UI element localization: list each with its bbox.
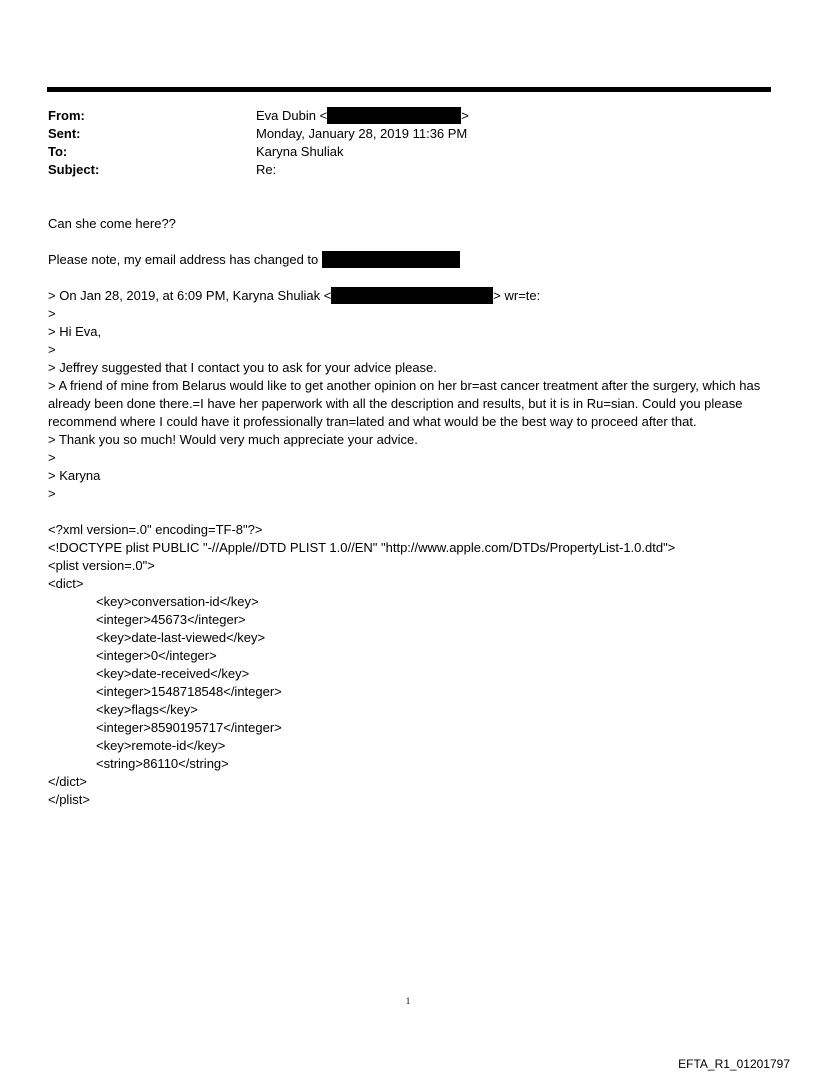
plist-entry: <key>remote-id</key> [96,738,226,753]
plist-entry: <key>date-last-viewed</key> [96,630,266,645]
email-header [48,107,469,179]
body-line: Can she come here?? [48,216,176,231]
quote-line: > [48,486,56,501]
plist-entry: <key>date-received</key> [96,666,250,681]
bates-number: EFTA_R1_01201797 [678,1057,790,1071]
doctype-line: <!DOCTYPE plist PUBLIC "-//Apple//DTD PLIST 1.0//EN" "http://www.apple.com/DTDs/PropertyList-1.0.dtd"> [48,540,676,555]
page-number: 1 [405,996,411,1006]
plist-open: <plist version=.0"> [48,558,155,573]
from-label: From: [48,108,85,123]
from-row [48,107,469,125]
quote-line: > Karyna [48,468,101,483]
from-name: Eva Dubin < [256,108,328,123]
to-value: Karyna Shuliak [256,144,344,159]
redaction-box [331,287,493,304]
quote-line: > Jeffrey suggested that I contact you to ask for your advice please. [48,360,437,375]
subject-label: Subject: [48,162,100,177]
quote-intro [48,287,772,305]
plist-entry: <integer>8590195717</integer> [96,720,282,735]
email-change-line [48,251,772,269]
from-value [256,107,469,125]
plist-entry: <key>conversation-id</key> [96,594,259,609]
email-body [48,215,772,809]
sent-label: Sent: [48,126,81,141]
quote-line: > [48,306,56,321]
plist-close: </plist> [48,792,90,807]
redaction-box [322,251,460,268]
quote-line: > Hi Eva, [48,324,102,339]
to-label: To: [48,144,68,159]
plist-entry: <integer>45673</integer> [96,612,246,627]
to-row [48,143,469,161]
dict-close: </dict> [48,774,88,789]
plist-entry: <string>86110</string> [96,756,229,771]
dict-open: <dict> [48,576,84,591]
quote-line: > [48,450,56,465]
quote-paragraph: > A friend of mine from Belarus would like to get another opinion on her br=ast cancer treatment after the surgery, which has already been done there.=I have her paperwork with all the description and results, but it is in Ru=sian. Could you please recommend where I could have it professionally tran=lated and what would be the best way to proceed after that. [48,378,761,429]
xml-declaration: <?xml version=.0" encoding=TF-8"?> [48,522,263,537]
from-close: > [461,108,469,123]
quote-line: > [48,342,56,357]
plist-entry: <integer>0</integer> [96,648,217,663]
subject-row [48,161,469,179]
quote-intro-text: > On Jan 28, 2019, at 6:09 PM, Karyna Shuliak < [48,288,332,303]
sent-value: Monday, January 28, 2019 11:36 PM [256,126,468,141]
plist-entry: <key>flags</key> [96,702,198,717]
header-rule [47,87,771,92]
quote-line: > Thank you so much! Would very much appreciate your advice. [48,432,418,447]
subject-value: Re: [256,162,277,177]
email-change-text: Please note, my email address has changed to [48,252,319,267]
sent-row [48,125,469,143]
quote-intro-end: > wr=te: [493,288,541,303]
plist-entry: <integer>1548718548</integer> [96,684,282,699]
redaction-box [327,107,461,124]
